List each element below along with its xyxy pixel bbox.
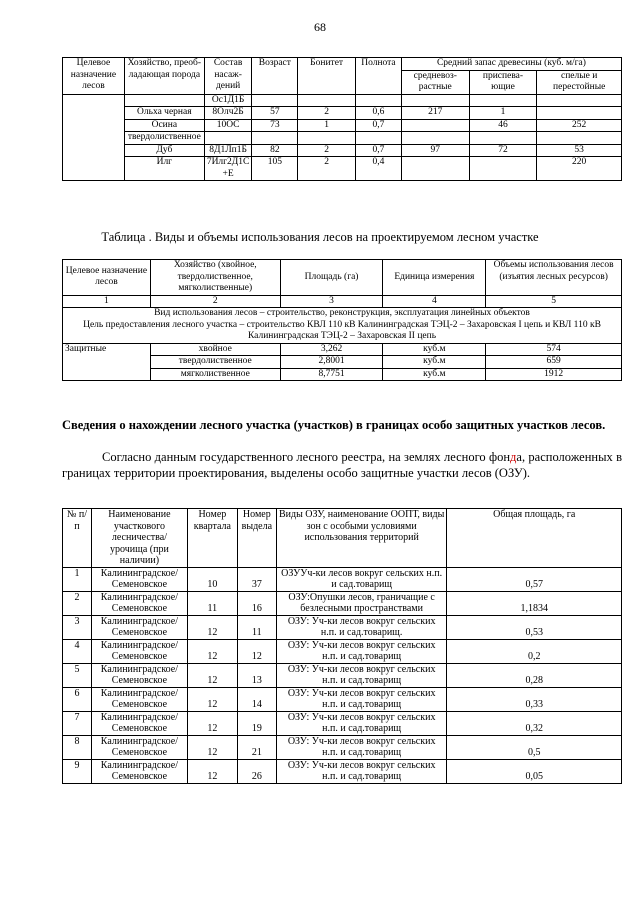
plot-cell: 11 — [237, 615, 276, 639]
table-row — [63, 639, 622, 663]
plot-cell: 21 — [237, 735, 276, 759]
num-cell: 5 — [63, 663, 92, 687]
farm-cell: мягколиственное — [150, 368, 280, 381]
table-row — [63, 343, 622, 356]
column-number: 3 — [280, 295, 383, 308]
kind-cell: ОЗУ:Опушки лесов, граничащие с безлесными пространствами — [276, 591, 447, 615]
num-cell: 6 — [63, 687, 92, 711]
header-unit: Единица измерения — [383, 260, 486, 296]
table-row — [63, 157, 622, 181]
forestry-cell: Калининградское/ Семеновское — [91, 711, 187, 735]
bonitet-cell: 2 — [298, 144, 356, 157]
quarter-cell: 12 — [187, 663, 237, 687]
table-row — [63, 759, 622, 783]
header-bonitet: Бонитет — [298, 58, 356, 95]
plot-cell: 12 — [237, 639, 276, 663]
section-heading: Сведения о нахождении лесного участка (участков) в границах особо защитных участков лесов. — [62, 418, 606, 432]
forestry-cell: Калининградское/ Семеновское — [91, 687, 187, 711]
page-number: 68 — [314, 20, 326, 34]
purpose-cell: Защитные — [63, 343, 151, 381]
quarter-cell: 12 — [187, 615, 237, 639]
plot-cell: 16 — [237, 591, 276, 615]
composition-cell: 10ОС — [204, 119, 252, 132]
stock-mid-cell — [401, 119, 469, 132]
num-cell: 9 — [63, 759, 92, 783]
header-stock: Средний запас древесины (куб. м/га) — [401, 58, 621, 71]
area-cell: 3,262 — [280, 343, 383, 356]
plot-cell: 19 — [237, 711, 276, 735]
area-cell: 0,53 — [447, 615, 622, 639]
density-cell — [356, 132, 402, 145]
table-row — [63, 132, 622, 145]
num-cell: 3 — [63, 615, 92, 639]
table-row — [63, 687, 622, 711]
forestry-cell: Калининградское/ Семеновское — [91, 615, 187, 639]
area-cell: 1,1834 — [447, 591, 622, 615]
table-row — [63, 663, 622, 687]
stock-mid-cell — [401, 94, 469, 107]
composition-cell — [204, 132, 252, 145]
age-cell — [252, 132, 298, 145]
density-cell: 0,7 — [356, 144, 402, 157]
header-farm: Хозяйство (хвойное, твердолиственное, мягколиственные) — [150, 260, 280, 296]
farm-cell: Дуб — [124, 144, 204, 157]
stock-ripening-cell: 72 — [469, 144, 537, 157]
header-forestry: Наименование участкового лесничества/урочища (при наличии) — [91, 509, 187, 568]
volume-cell: 1912 — [486, 368, 622, 381]
stock-mid-cell — [401, 157, 469, 181]
table-row — [63, 735, 622, 759]
header-purpose: Целевое назначение лесов — [63, 58, 125, 95]
density-cell — [356, 94, 402, 107]
stock-ripening-cell: 1 — [469, 107, 537, 120]
plot-cell: 14 — [237, 687, 276, 711]
bonitet-cell — [298, 94, 356, 107]
farm-cell: Ольха черная — [124, 107, 204, 120]
forestry-cell: Калининградское/ Семеновское — [91, 735, 187, 759]
paragraph-text: Согласно данным государственного лесного реестра, на землях лесного фон — [102, 450, 511, 464]
stock-ripening-cell — [469, 157, 537, 181]
composition-cell: 8Д1Лп1Б — [204, 144, 252, 157]
kind-cell: ОЗУ: Уч-ки лесов вокруг сельских н.п. и сад.товарищ. — [276, 615, 447, 639]
area-cell: 0,57 — [447, 567, 622, 591]
stock-ripe-cell: 53 — [537, 144, 622, 157]
stock-mid-cell: 97 — [401, 144, 469, 157]
header-age: Возраст — [252, 58, 298, 95]
table-row — [63, 711, 622, 735]
farm-cell — [124, 94, 204, 107]
unit-cell: куб.м — [383, 343, 486, 356]
age-cell: 57 — [252, 107, 298, 120]
usage-type: Вид использования лесов – строительство, реконструкция, эксплуатация линейных объектов — [154, 308, 530, 318]
forestry-cell: Калининградское/ Семеновское — [91, 567, 187, 591]
header-kind: Виды ОЗУ, наименование ООПТ, виды зон с особыми условиями использования территорий — [276, 509, 447, 568]
num-cell: 4 — [63, 639, 92, 663]
density-cell: 0,4 — [356, 157, 402, 181]
kind-cell: ОЗУ: Уч-ки лесов вокруг сельских н.п. и сад.товарищ — [276, 639, 447, 663]
num-cell: 2 — [63, 591, 92, 615]
area-cell: 0,2 — [447, 639, 622, 663]
stock-ripening-cell — [469, 94, 537, 107]
ozu-table — [62, 508, 622, 784]
area-cell: 0,5 — [447, 735, 622, 759]
age-cell: 82 — [252, 144, 298, 157]
table-row — [63, 107, 622, 120]
density-cell: 0,6 — [356, 107, 402, 120]
bonitet-cell: 2 — [298, 157, 356, 181]
table-row — [63, 144, 622, 157]
table-row — [63, 567, 622, 591]
stock-ripening-cell: 46 — [469, 119, 537, 132]
stock-mid-cell: 217 — [401, 107, 469, 120]
header-area: Общая площадь, га — [447, 509, 622, 568]
table-row — [63, 94, 622, 107]
kind-cell: ОЗУ: Уч-ки лесов вокруг сельских н.п. и сад.товарищ — [276, 663, 447, 687]
area-cell: 2,8001 — [280, 356, 383, 369]
plot-cell: 37 — [237, 567, 276, 591]
quarter-cell: 10 — [187, 567, 237, 591]
quarter-cell: 12 — [187, 639, 237, 663]
usage-info-cell — [63, 308, 622, 344]
composition-cell: 7Илг2Д1С +Е — [204, 157, 252, 181]
quarter-cell: 12 — [187, 735, 237, 759]
farm-cell: Осина — [124, 119, 204, 132]
bonitet-cell — [298, 132, 356, 145]
area-cell: 8,7751 — [280, 368, 383, 381]
header-density: Полнота — [356, 58, 402, 95]
paragraph-highlight: д — [510, 450, 517, 464]
num-cell: 1 — [63, 567, 92, 591]
header-stock-mid: средневоз-растные — [401, 70, 469, 94]
quarter-cell: 12 — [187, 759, 237, 783]
bonitet-cell: 1 — [298, 119, 356, 132]
quarter-cell: 12 — [187, 687, 237, 711]
stock-ripe-cell: 220 — [537, 157, 622, 181]
stock-ripe-cell — [537, 94, 622, 107]
table-row — [63, 615, 622, 639]
stock-ripe-cell — [537, 132, 622, 145]
farm-cell: твердолиственное — [124, 132, 204, 145]
forestry-cell: Калининградское/ Семеновское — [91, 639, 187, 663]
stock-ripe-cell — [537, 107, 622, 120]
stock-ripe-cell: 252 — [537, 119, 622, 132]
kind-cell: ОЗУ: Уч-ки лесов вокруг сельских н.п. и сад.товарищ — [276, 759, 447, 783]
volume-cell: 659 — [486, 356, 622, 369]
area-cell: 0,33 — [447, 687, 622, 711]
kind-cell: ОЗУ: Уч-ки лесов вокруг сельских н.п. и сад.товарищ — [276, 687, 447, 711]
quarter-cell: 12 — [187, 711, 237, 735]
composition-cell: 8Олч2Б — [204, 107, 252, 120]
forestry-cell: Калининградское/ Семеновское — [91, 759, 187, 783]
section-paragraph — [62, 449, 622, 481]
header-farm: Хозяйство, преоб-ладающая порода — [124, 58, 204, 95]
column-number: 2 — [150, 295, 280, 308]
forestry-cell: Калининградское/ Семеновское — [91, 663, 187, 687]
header-area: Площадь (га) — [280, 260, 383, 296]
table-caption: Таблица . Виды и объемы использования лесов на проектируемом лесном участке — [101, 230, 539, 244]
stock-ripening-cell — [469, 132, 537, 145]
num-cell: 8 — [63, 735, 92, 759]
composition-cell: Ос1Д1Б — [204, 94, 252, 107]
column-number: 1 — [63, 295, 151, 308]
header-stock-ripening: приспева-ющие — [469, 70, 537, 94]
area-cell: 0,05 — [447, 759, 622, 783]
header-num: № п/п — [63, 509, 92, 568]
farm-cell: твердолиственное — [150, 356, 280, 369]
farm-cell: Илг — [124, 157, 204, 181]
stock-mid-cell — [401, 132, 469, 145]
area-cell: 0,28 — [447, 663, 622, 687]
header-volume: Объемы использования лесов (изъятия лесных ресурсов) — [486, 260, 622, 296]
farm-cell: хвойное — [150, 343, 280, 356]
header-stock-ripe: спелые и перестойные — [537, 70, 622, 94]
unit-cell: куб.м — [383, 356, 486, 369]
stand-table — [62, 57, 622, 181]
num-cell: 7 — [63, 711, 92, 735]
table-row — [63, 591, 622, 615]
age-cell: 105 — [252, 157, 298, 181]
bonitet-cell: 2 — [298, 107, 356, 120]
unit-cell: куб.м — [383, 368, 486, 381]
table-row — [63, 119, 622, 132]
usage-purpose: Цель предоставления лесного участка – строительство КВЛ 110 кВ Калининградская ТЭЦ-2 – Захаровская I цепь и КВЛ 110 кВ Калининградская ТЭЦ-2 – Захаровская II цепь — [83, 319, 601, 341]
volume-cell: 574 — [486, 343, 622, 356]
age-cell: 73 — [252, 119, 298, 132]
density-cell: 0,7 — [356, 119, 402, 132]
kind-cell: ОЗУУч-ки лесов вокруг сельских н.п. и сад.товарищ — [276, 567, 447, 591]
plot-cell: 13 — [237, 663, 276, 687]
quarter-cell: 11 — [187, 591, 237, 615]
kind-cell: ОЗУ: Уч-ки лесов вокруг сельских н.п. и сад.товарищ — [276, 735, 447, 759]
paragraph-text: а, расположенных в границах территории проектирования, выделены особо защитные участки лесов (ОЗУ). — [62, 450, 622, 480]
plot-cell: 26 — [237, 759, 276, 783]
header-quarter: Номер квартала — [187, 509, 237, 568]
header-plot: Номер выдела — [237, 509, 276, 568]
column-number: 4 — [383, 295, 486, 308]
age-cell — [252, 94, 298, 107]
header-purpose: Целевое назначение лесов — [63, 260, 151, 296]
column-number: 5 — [486, 295, 622, 308]
area-cell: 0,32 — [447, 711, 622, 735]
forestry-cell: Калининградское/ Семеновское — [91, 591, 187, 615]
purpose-cell — [63, 94, 125, 181]
usage-table — [62, 259, 622, 381]
kind-cell: ОЗУ: Уч-ки лесов вокруг сельских н.п. и сад.товарищ — [276, 711, 447, 735]
header-composition: Состав насаж-дений — [204, 58, 252, 95]
